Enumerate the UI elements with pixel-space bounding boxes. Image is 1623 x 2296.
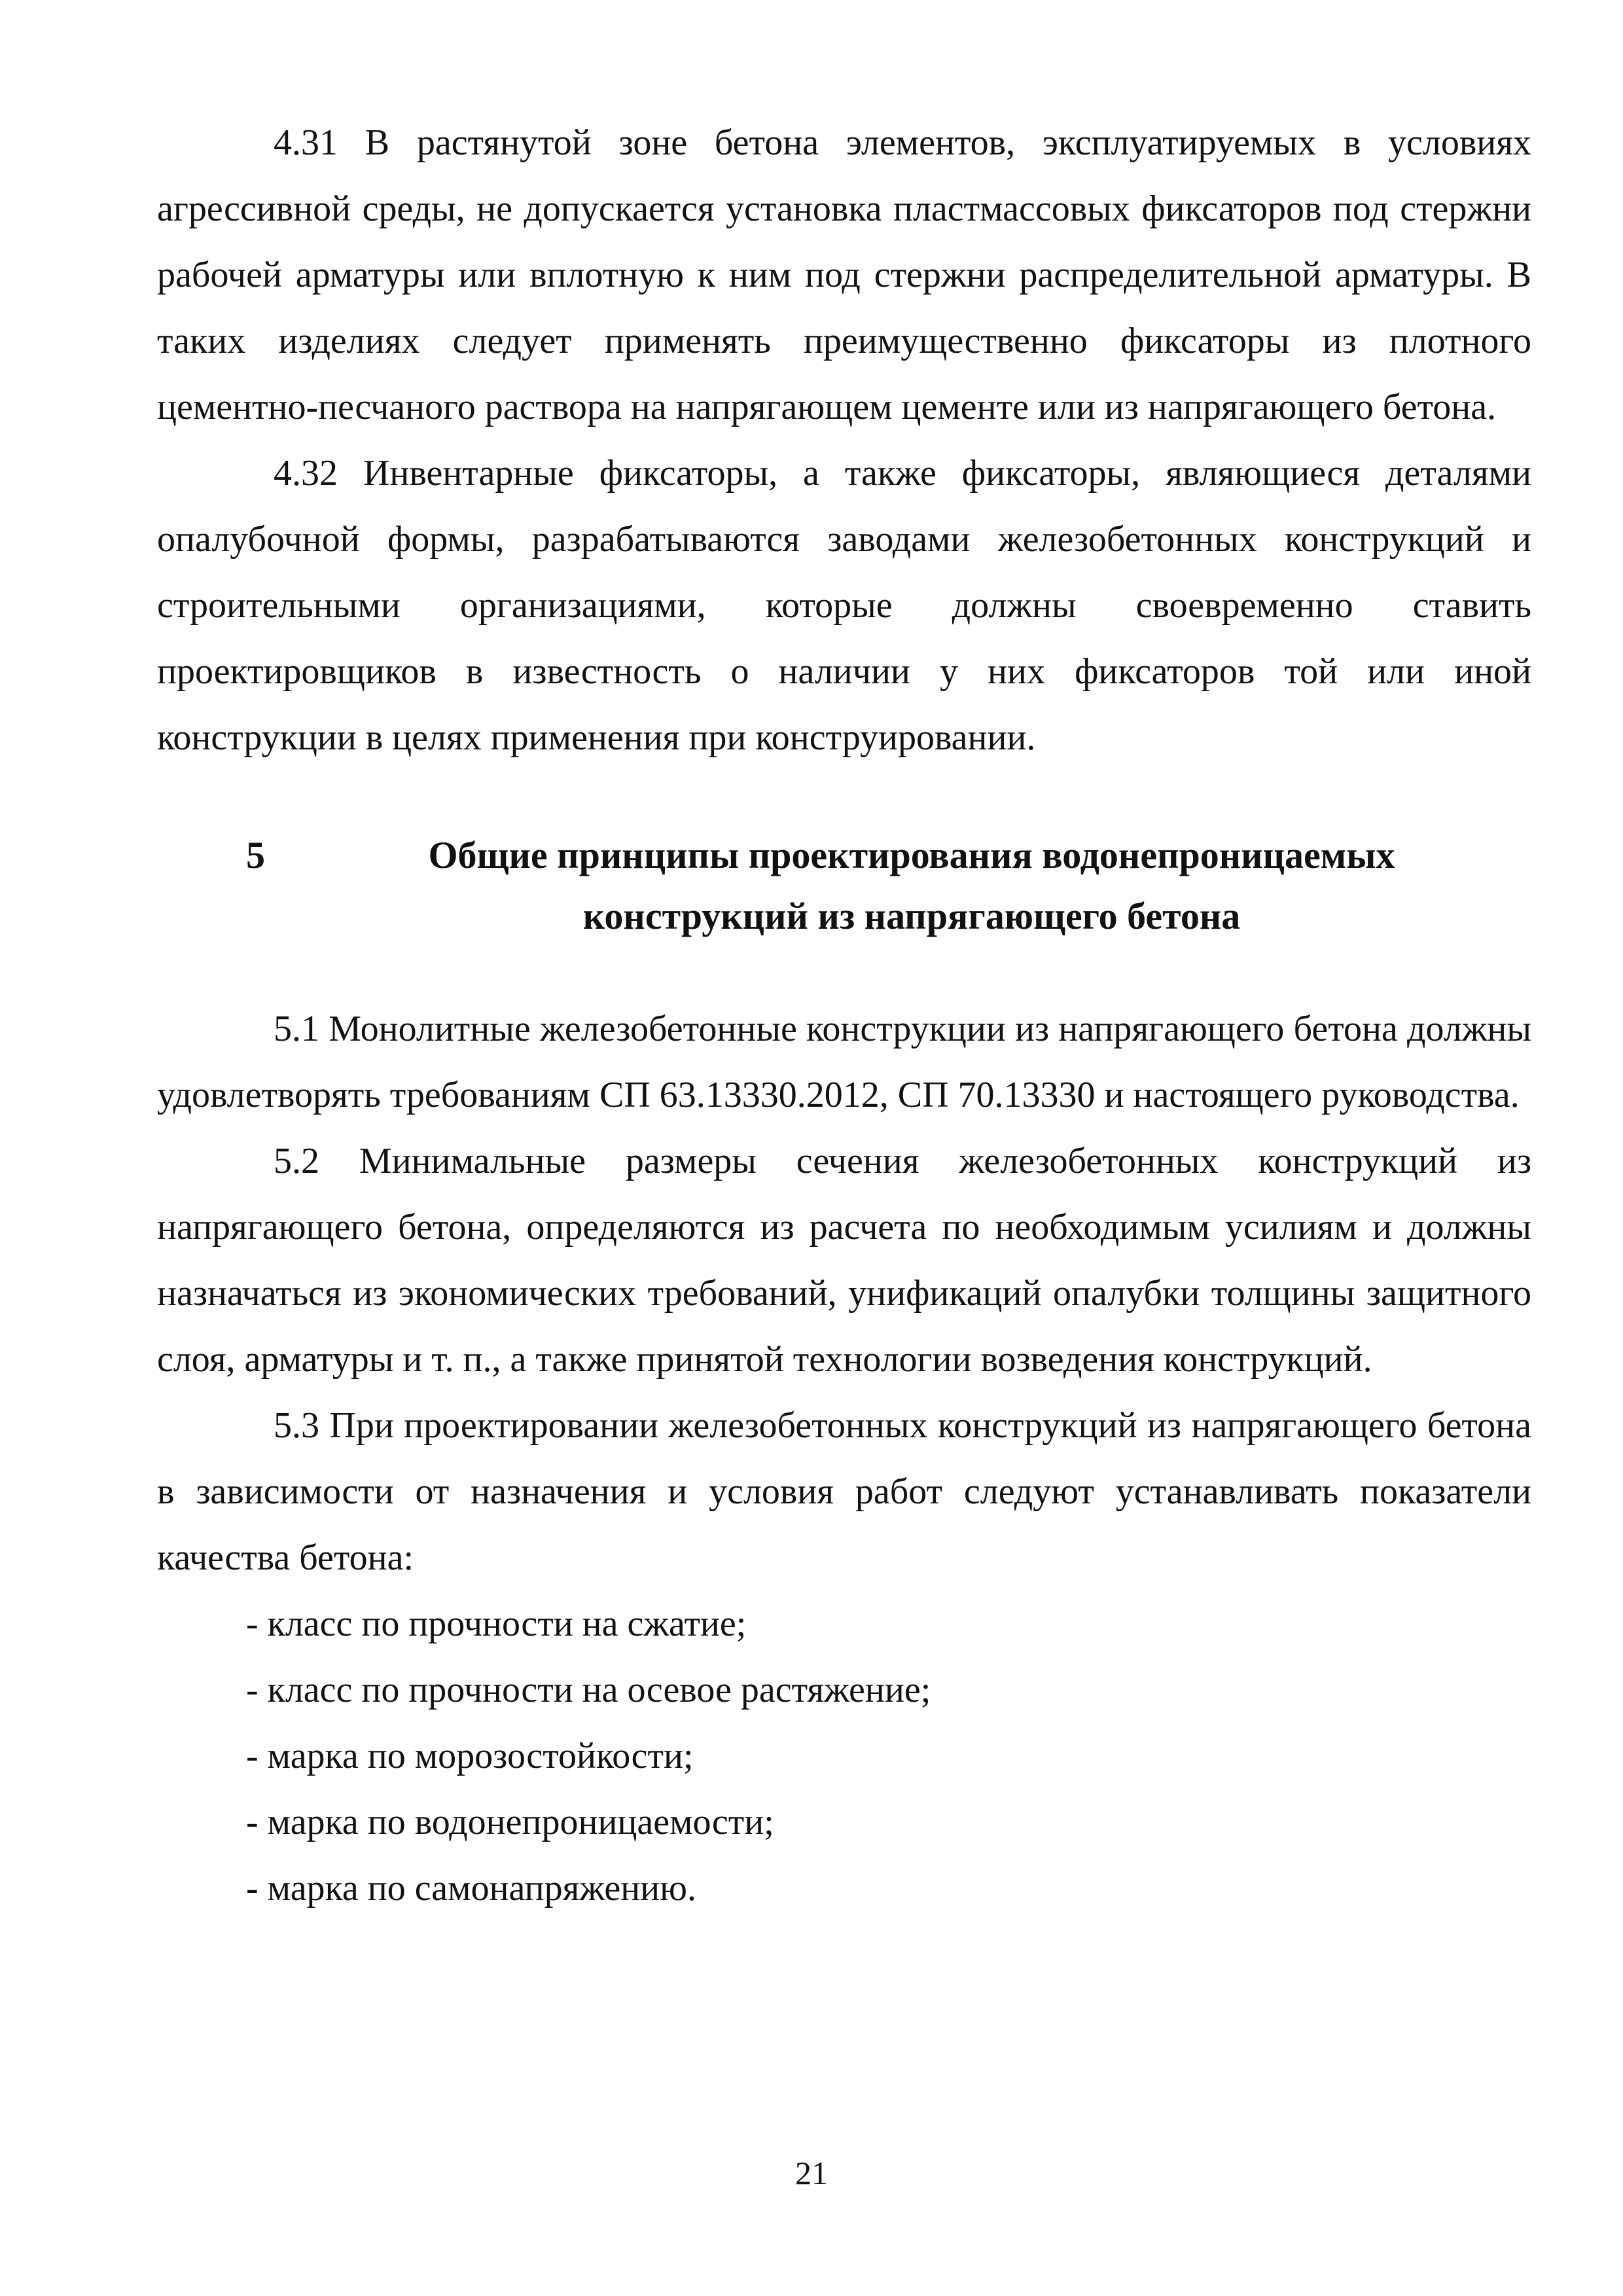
paragraph-4-32: 4.32 Инвентарные фиксаторы, а также фиксаторы, являющиеся деталями опалубочной формы, разрабатываются заводами железобетонных конструкций и строительными организациями, которые должны своевременно ставить проектировщиков в известность о наличии у них фиксаторов той или иной конструкции в целях применения при конструировании. bbox=[157, 453, 1531, 758]
section-title: Общие принципы проектирования водонепроницаемых конструкций из напрягающего бетона bbox=[428, 834, 1395, 937]
page-number: 21 bbox=[795, 2155, 828, 2191]
list-item: - марка по самонапряжению. bbox=[246, 1868, 696, 1909]
section-number: 5 bbox=[246, 834, 265, 876]
section-heading bbox=[157, 825, 1531, 946]
paragraph-5-3: 5.3 При проектировании железобетонных конструкций из напрягающего бетона в зависимости от назначения и условия работ следуют устанавливать показатели качества бетона: bbox=[157, 1405, 1531, 1578]
list-item: - класс по прочности на осевое растяжение; bbox=[246, 1670, 931, 1710]
paragraph-5-2: 5.2 Минимальные размеры сечения железобетонных конструкций из напрягающего бетона, определяются из расчета по необходимым усилиям и должны назначаться из экономических требований, унификаций опалубки толщины защитного слоя, арматуры и т. п., а также принятой технологии возведения конструкций. bbox=[157, 1141, 1531, 1380]
list-item: - класс по прочности на сжатие; bbox=[246, 1604, 747, 1644]
quality-indicators-list bbox=[157, 1591, 1531, 1922]
paragraph-5-1: 5.1 Монолитные железобетонные конструкции из напрягающего бетона должны удовлетворять требованиям СП 63.13330.2012, СП 70.13330 и настоящего руководства. bbox=[157, 1009, 1531, 1115]
list-item: - марка по морозостойкости; bbox=[246, 1736, 694, 1776]
paragraph-4-31: 4.31 В растянутой зоне бетона элементов, эксплуатируемых в условиях агрессивной среды, не допускается установка пластмассовых фиксаторов под стержни рабочей арматуры или вплотную к ним под стержни распределительной арматуры. В таких изделиях следует применять преимущественно фиксаторы из плотного цементно-песчаного раствора на напрягающем цементе или из напрягающего бетона. bbox=[157, 122, 1531, 427]
document-page bbox=[157, 110, 1531, 1922]
list-item: - марка по водонепроницаемости; bbox=[246, 1802, 774, 1842]
